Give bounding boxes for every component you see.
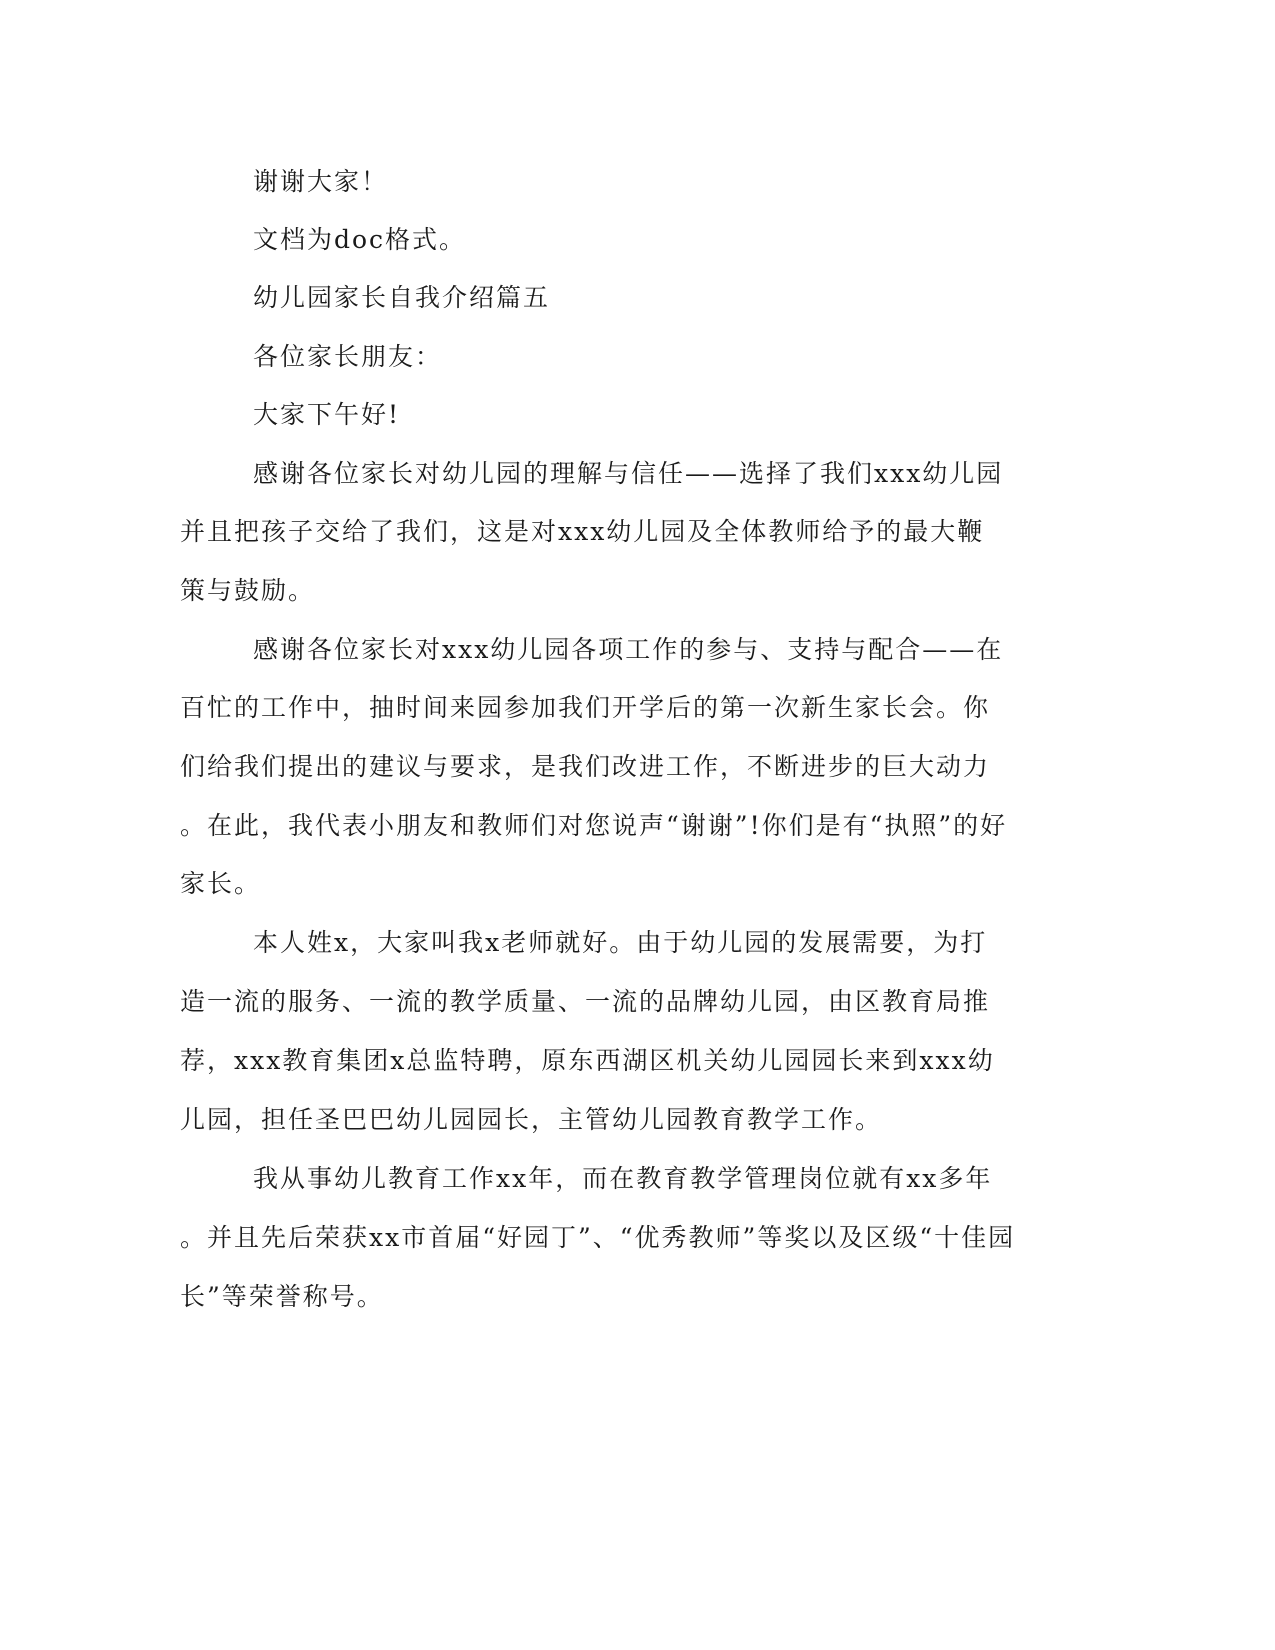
greeting: 大家下午好! [253,400,401,429]
format-note: 文档为doc格式。 [253,225,467,254]
paragraph-4-line-3: 长”等荣誉称号。 [180,1282,384,1311]
paragraph-4-line-1: 我从事幼儿教育工作xx年，而在教育教学管理岗位就有xx多年 [253,1164,993,1193]
paragraph-2-line-3: 们给我们提出的建议与要求，是我们改进工作，不断进步的巨大动力 [180,752,991,781]
paragraph-3-line-3: 荐，xxx教育集团x总监特聘，原东西湖区机关幼儿园园长来到xxx幼 [180,1046,995,1075]
paragraph-3-line-2: 造一流的服务、一流的教学质量、一流的品牌幼儿园，由区教育局推 [180,987,991,1016]
paragraph-3-line-4: 儿园，担任圣巴巴幼儿园园长，主管幼儿园教育教学工作。 [180,1105,883,1134]
paragraph-2-line-4: 。在此，我代表小朋友和教师们对您说声“谢谢”!你们是有“执照”的好 [180,811,1008,840]
closing-thanks: 谢谢大家！ [253,167,389,196]
salutation: 各位家长朋友： [253,342,443,371]
paragraph-1-line-1: 感谢各位家长对幼儿园的理解与信任——选择了我们xxx幼儿园 [253,459,1004,488]
paragraph-3-line-1: 本人姓x，大家叫我x老师就好。由于幼儿园的发展需要，为打 [253,928,988,957]
paragraph-2-line-1: 感谢各位家长对xxx幼儿园各项工作的参与、支持与配合——在 [253,635,1004,664]
paragraph-1-line-2: 并且把孩子交给了我们，这是对xxx幼儿园及全体教师给予的最大鞭 [180,517,985,546]
section-title: 幼儿园家长自我介绍篇五 [253,283,551,312]
paragraph-2-line-2: 百忙的工作中，抽时间来园参加我们开学后的第一次新生家长会。你 [180,693,991,722]
paragraph-2-line-5: 家长。 [180,869,262,898]
paragraph-1-line-3: 策与鼓励。 [180,576,316,605]
paragraph-4-line-2: 。并且先后荣获xx市首届“好园丁”、“优秀教师”等奖以及区级“十佳园 [180,1223,1016,1252]
